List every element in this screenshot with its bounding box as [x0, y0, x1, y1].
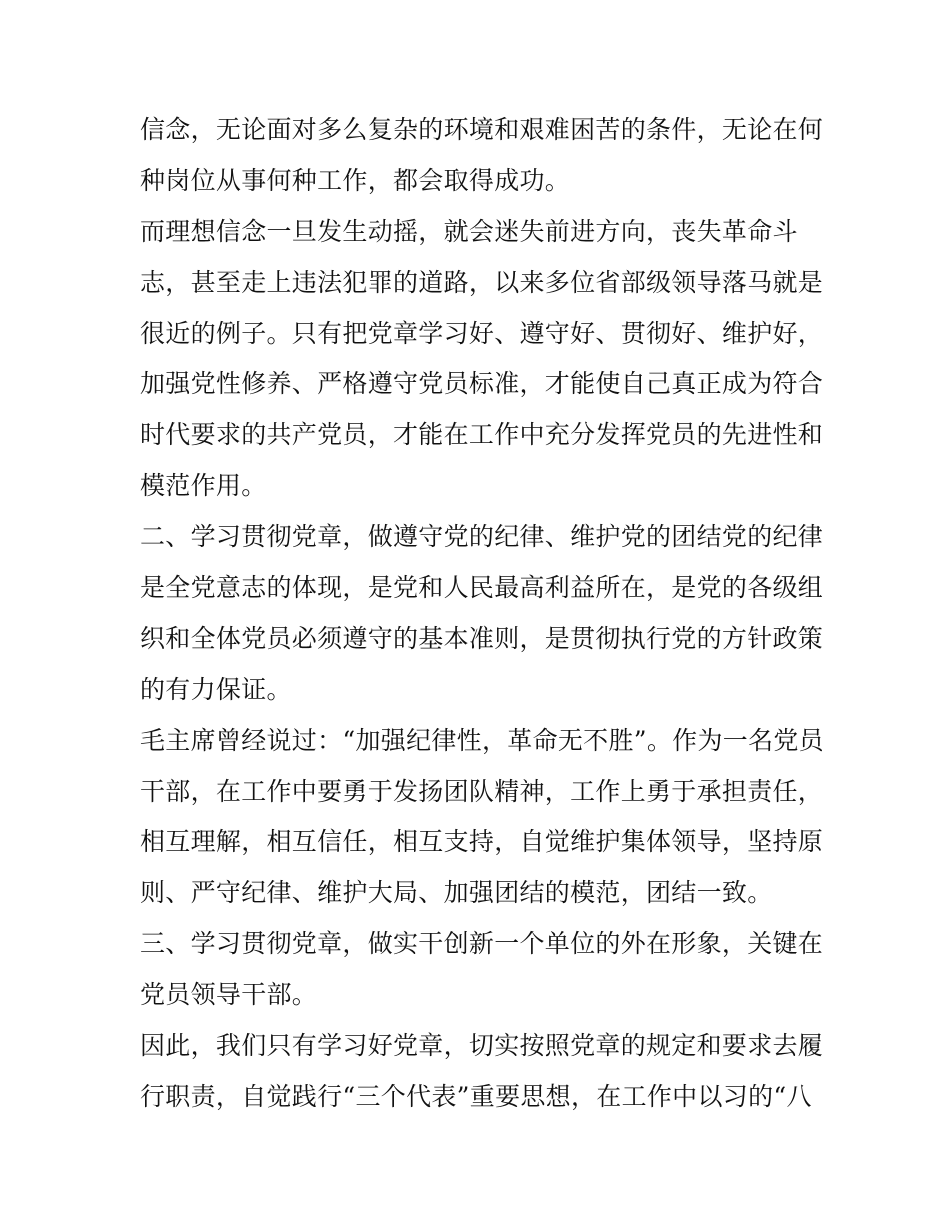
text-line: 模范作用。 [140, 471, 267, 501]
text-line: 信念，无论面对多么复杂的环境和艰难困苦的条件，无论在何 [140, 115, 824, 144]
text-line: 的有力保证。 [140, 674, 292, 704]
text-line: 时代要求的共产党员，才能在工作中充分发挥党员的先进性和 [140, 420, 824, 450]
text-line: 是全党意志的体现，是党和人民最高利益所在，是党的各级组 [140, 573, 824, 603]
text-line: 织和全体党员必须遵守的基本准则，是贯彻执行党的方针政策 [140, 623, 824, 653]
text-line: 很近的例子。只有把党章学习好、遵守好、贯彻好、维护好， [140, 318, 824, 348]
text-line: 则、严守纪律、维护大局、加强团结的模范，团结一致。 [140, 878, 773, 908]
text-line: 因此，我们只有学习好党章，切实按照党章的规定和要求去履 [140, 1031, 824, 1061]
text-line: 行职责，自觉践行“三个代表”重要思想，在工作中以习的“八 [140, 1081, 812, 1111]
quote-line: 毛主席曾经说过：“加强纪律性，革命无不胜”。作为一名党员 [140, 725, 824, 755]
document-body [140, 105, 824, 1123]
text-line: 相互理解，相互信任，相互支持，自觉维护集体领导，坚持原 [140, 827, 824, 857]
text-line: 干部，在工作中要勇于发扬团队精神，工作上勇于承担责任， [140, 776, 824, 806]
text-line: 加强党性修养、严格遵守党员标准，才能使自己真正成为符合 [140, 369, 824, 399]
text-line: 党员领导干部。 [140, 980, 318, 1010]
section-heading-line: 三、学习贯彻党章，做实干创新一个单位的外在形象，关键在 [140, 929, 824, 959]
text-line: 种岗位从事何种工作，都会取得成功。 [140, 165, 571, 195]
section-heading-line: 二、学习贯彻党章，做遵守党的纪律、维护党的团结党的纪律 [140, 522, 824, 552]
text-line: 而理想信念一旦发生动摇，就会迷失前进方向，丧失革命斗 [140, 216, 798, 246]
text-line: 志，甚至走上违法犯罪的道路，以来多位省部级领导落马就是 [140, 267, 824, 297]
